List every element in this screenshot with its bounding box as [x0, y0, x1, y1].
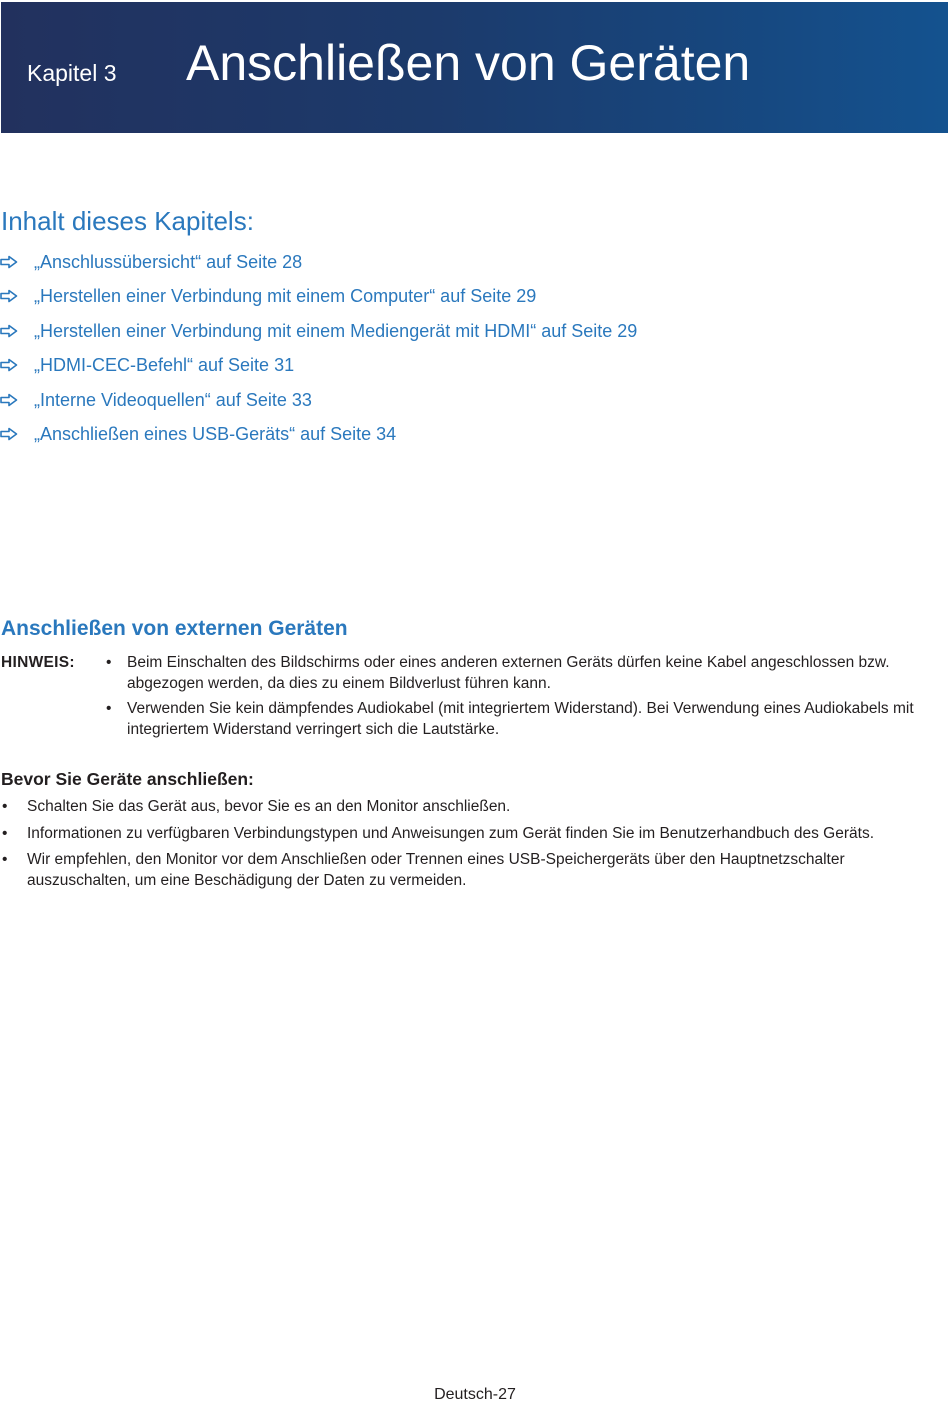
- chapter-banner: [1, 2, 948, 133]
- hollow-right-arrow-icon: [0, 393, 18, 407]
- toc-link-text[interactable]: „Anschlussübersicht“ auf Seite 28: [34, 252, 303, 272]
- bullet: •: [106, 700, 112, 717]
- toc-heading: Inhalt dieses Kapitels:: [1, 206, 254, 236]
- list-item-text: Schalten Sie das Gerät aus, bevor Sie es an den Monitor anschließen.: [27, 798, 511, 815]
- note-item: [106, 699, 949, 740]
- toc-link-text[interactable]: „Anschließen eines USB-Geräts“ auf Seite 34: [34, 423, 397, 444]
- note-text: Verwenden Sie kein dämpfendes Audiokabel (mit integriertem Widerstand). Bei Verwendung eines Audiokabels mit integriertem Widerstand verringert sich die Lautstärke.: [127, 700, 914, 738]
- list-item: [2, 797, 945, 818]
- hollow-right-arrow-icon: [0, 427, 18, 441]
- list-item-text: Wir empfehlen, den Monitor vor dem Anschließen oder Trennen eines USB-Speichergeräts über den Hauptnetzschalter auszuschalten, um eine Beschädigung der Daten zu vermeiden.: [27, 851, 845, 889]
- chapter-label: Kapitel 3: [27, 60, 117, 86]
- toc-link-text[interactable]: „Herstellen einer Verbindung mit einem Mediengerät mit HDMI“ auf Seite 29: [34, 320, 638, 341]
- note-text: Beim Einschalten des Bildschirms oder eines anderen externen Geräts dürfen keine Kabel angeschlossen bzw. abgezogen werden, da dies zu einem Bildverlust führen kann.: [127, 654, 890, 692]
- page-number: Deutsch-27: [434, 1386, 516, 1403]
- bullet: •: [106, 654, 112, 671]
- hollow-right-arrow-icon: [0, 358, 18, 372]
- toc-link-text[interactable]: „Herstellen einer Verbindung mit einem Computer“ auf Seite 29: [34, 286, 537, 307]
- note-list: [106, 653, 949, 745]
- note-label: HINWEIS:: [1, 654, 75, 671]
- bullet: •: [2, 824, 8, 842]
- toc-link-text[interactable]: „HDMI-CEC-Befehl“ auf Seite 31: [34, 355, 295, 376]
- hollow-right-arrow-icon: [0, 255, 18, 269]
- list-item-text: Informationen zu verfügbaren Verbindungstypen und Anweisungen zum Gerät finden Sie im Benutzerhandbuch des Geräts.: [27, 824, 875, 842]
- section-heading: Anschließen von externen Geräten: [1, 617, 348, 640]
- before-heading: Bevor Sie Geräte anschließen:: [1, 769, 254, 789]
- before-list: [2, 797, 945, 897]
- bullet: •: [2, 851, 8, 868]
- list-item: [2, 824, 945, 845]
- toc-link-text[interactable]: „Interne Videoquellen“ auf Seite 33: [34, 389, 312, 410]
- hollow-right-arrow-icon: [0, 289, 18, 303]
- list-item: [2, 850, 945, 891]
- hollow-right-arrow-icon: [0, 324, 18, 338]
- chapter-title: Anschließen von Geräten: [186, 35, 751, 91]
- bullet: •: [2, 798, 8, 815]
- note-item: [106, 653, 949, 694]
